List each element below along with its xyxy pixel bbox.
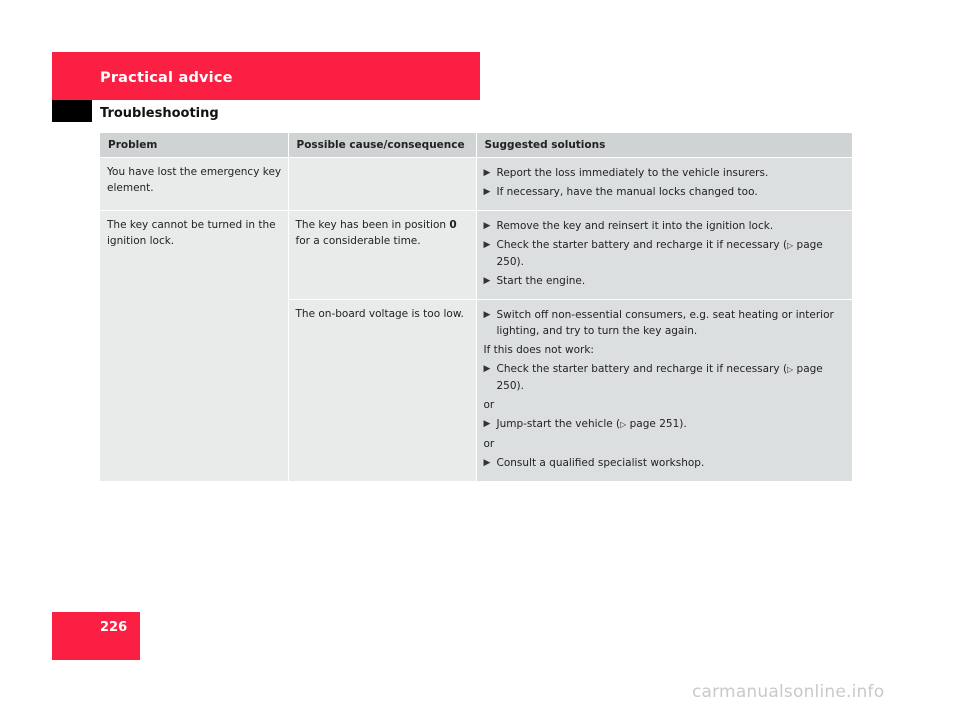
page-reference-link[interactable]: page 250). [496,363,823,392]
solution-step: ▶ Check the starter battery and recharge it if necessary (▷ page 250). [483,239,823,268]
arrow-icon: ▶ [483,168,491,178]
page-reference-icon: ▷ [787,241,794,250]
troubleshooting-table [100,133,852,481]
column-header-solutions: Suggested solutions [476,133,852,158]
solution-cell [476,158,852,211]
key-position-value: 0 [449,219,457,231]
section-title: Practical advice [100,70,233,86]
cause-cell: The on-board voltage is too low. [288,300,476,482]
solution-step: ▶ Start the engine. [483,275,586,287]
subsection-title: Troubleshooting [100,106,219,121]
solution-connector: or [483,438,495,450]
page-reference-link[interactable]: page 250). [496,239,823,268]
arrow-icon: ▶ [483,276,491,286]
problem-cell: The key cannot be turned in the ignition lock. [100,211,288,482]
solution-step: ▶ Remove the key and reinsert it into the ignition lock. [483,220,774,232]
solution-step: ▶ Switch off non-essential consumers, e.g. seat heating or interior lighting, and try to turn the key again. [483,309,834,337]
column-header-cause: Possible cause/consequence [288,133,476,158]
arrow-icon: ▶ [483,458,491,468]
solution-connector: or [483,399,495,411]
page-number: 226 [100,620,128,635]
solution-step: ▶ Check the starter battery and recharge it if necessary (▷ page 250). [483,363,823,392]
table-row [100,158,852,211]
solution-cell [476,211,852,300]
arrow-icon: ▶ [483,310,491,320]
problem-cell: You have lost the emergency key element. [100,158,288,211]
arrow-icon: ▶ [483,364,491,374]
page-reference-icon: ▷ [620,420,627,429]
arrow-icon: ▶ [483,240,491,250]
page-reference-link[interactable]: page 251). [629,418,687,430]
solution-step: ▶ Jump-start the vehicle (▷ page 251). [483,418,687,430]
solution-step: ▶ Consult a qualified specialist workshop. [483,457,705,469]
watermark: carmanualsonline.info [692,682,885,702]
solution-step: ▶ If necessary, have the manual locks changed too. [483,186,758,198]
solution-cell [476,300,852,482]
solution-note: If this does not work: [483,344,594,356]
cause-cell: The key has been in position 0 for a considerable time. [288,211,476,300]
arrow-icon: ▶ [483,419,491,429]
cause-cell [288,158,476,211]
table-row [100,211,852,300]
solution-step: ▶ Report the loss immediately to the vehicle insurers. [483,167,769,179]
arrow-icon: ▶ [483,221,491,231]
arrow-icon: ▶ [483,187,491,197]
column-header-problem: Problem [100,133,288,158]
page-reference-icon: ▷ [787,365,794,374]
section-tab-marker [52,100,92,122]
table-header-row [100,133,852,158]
